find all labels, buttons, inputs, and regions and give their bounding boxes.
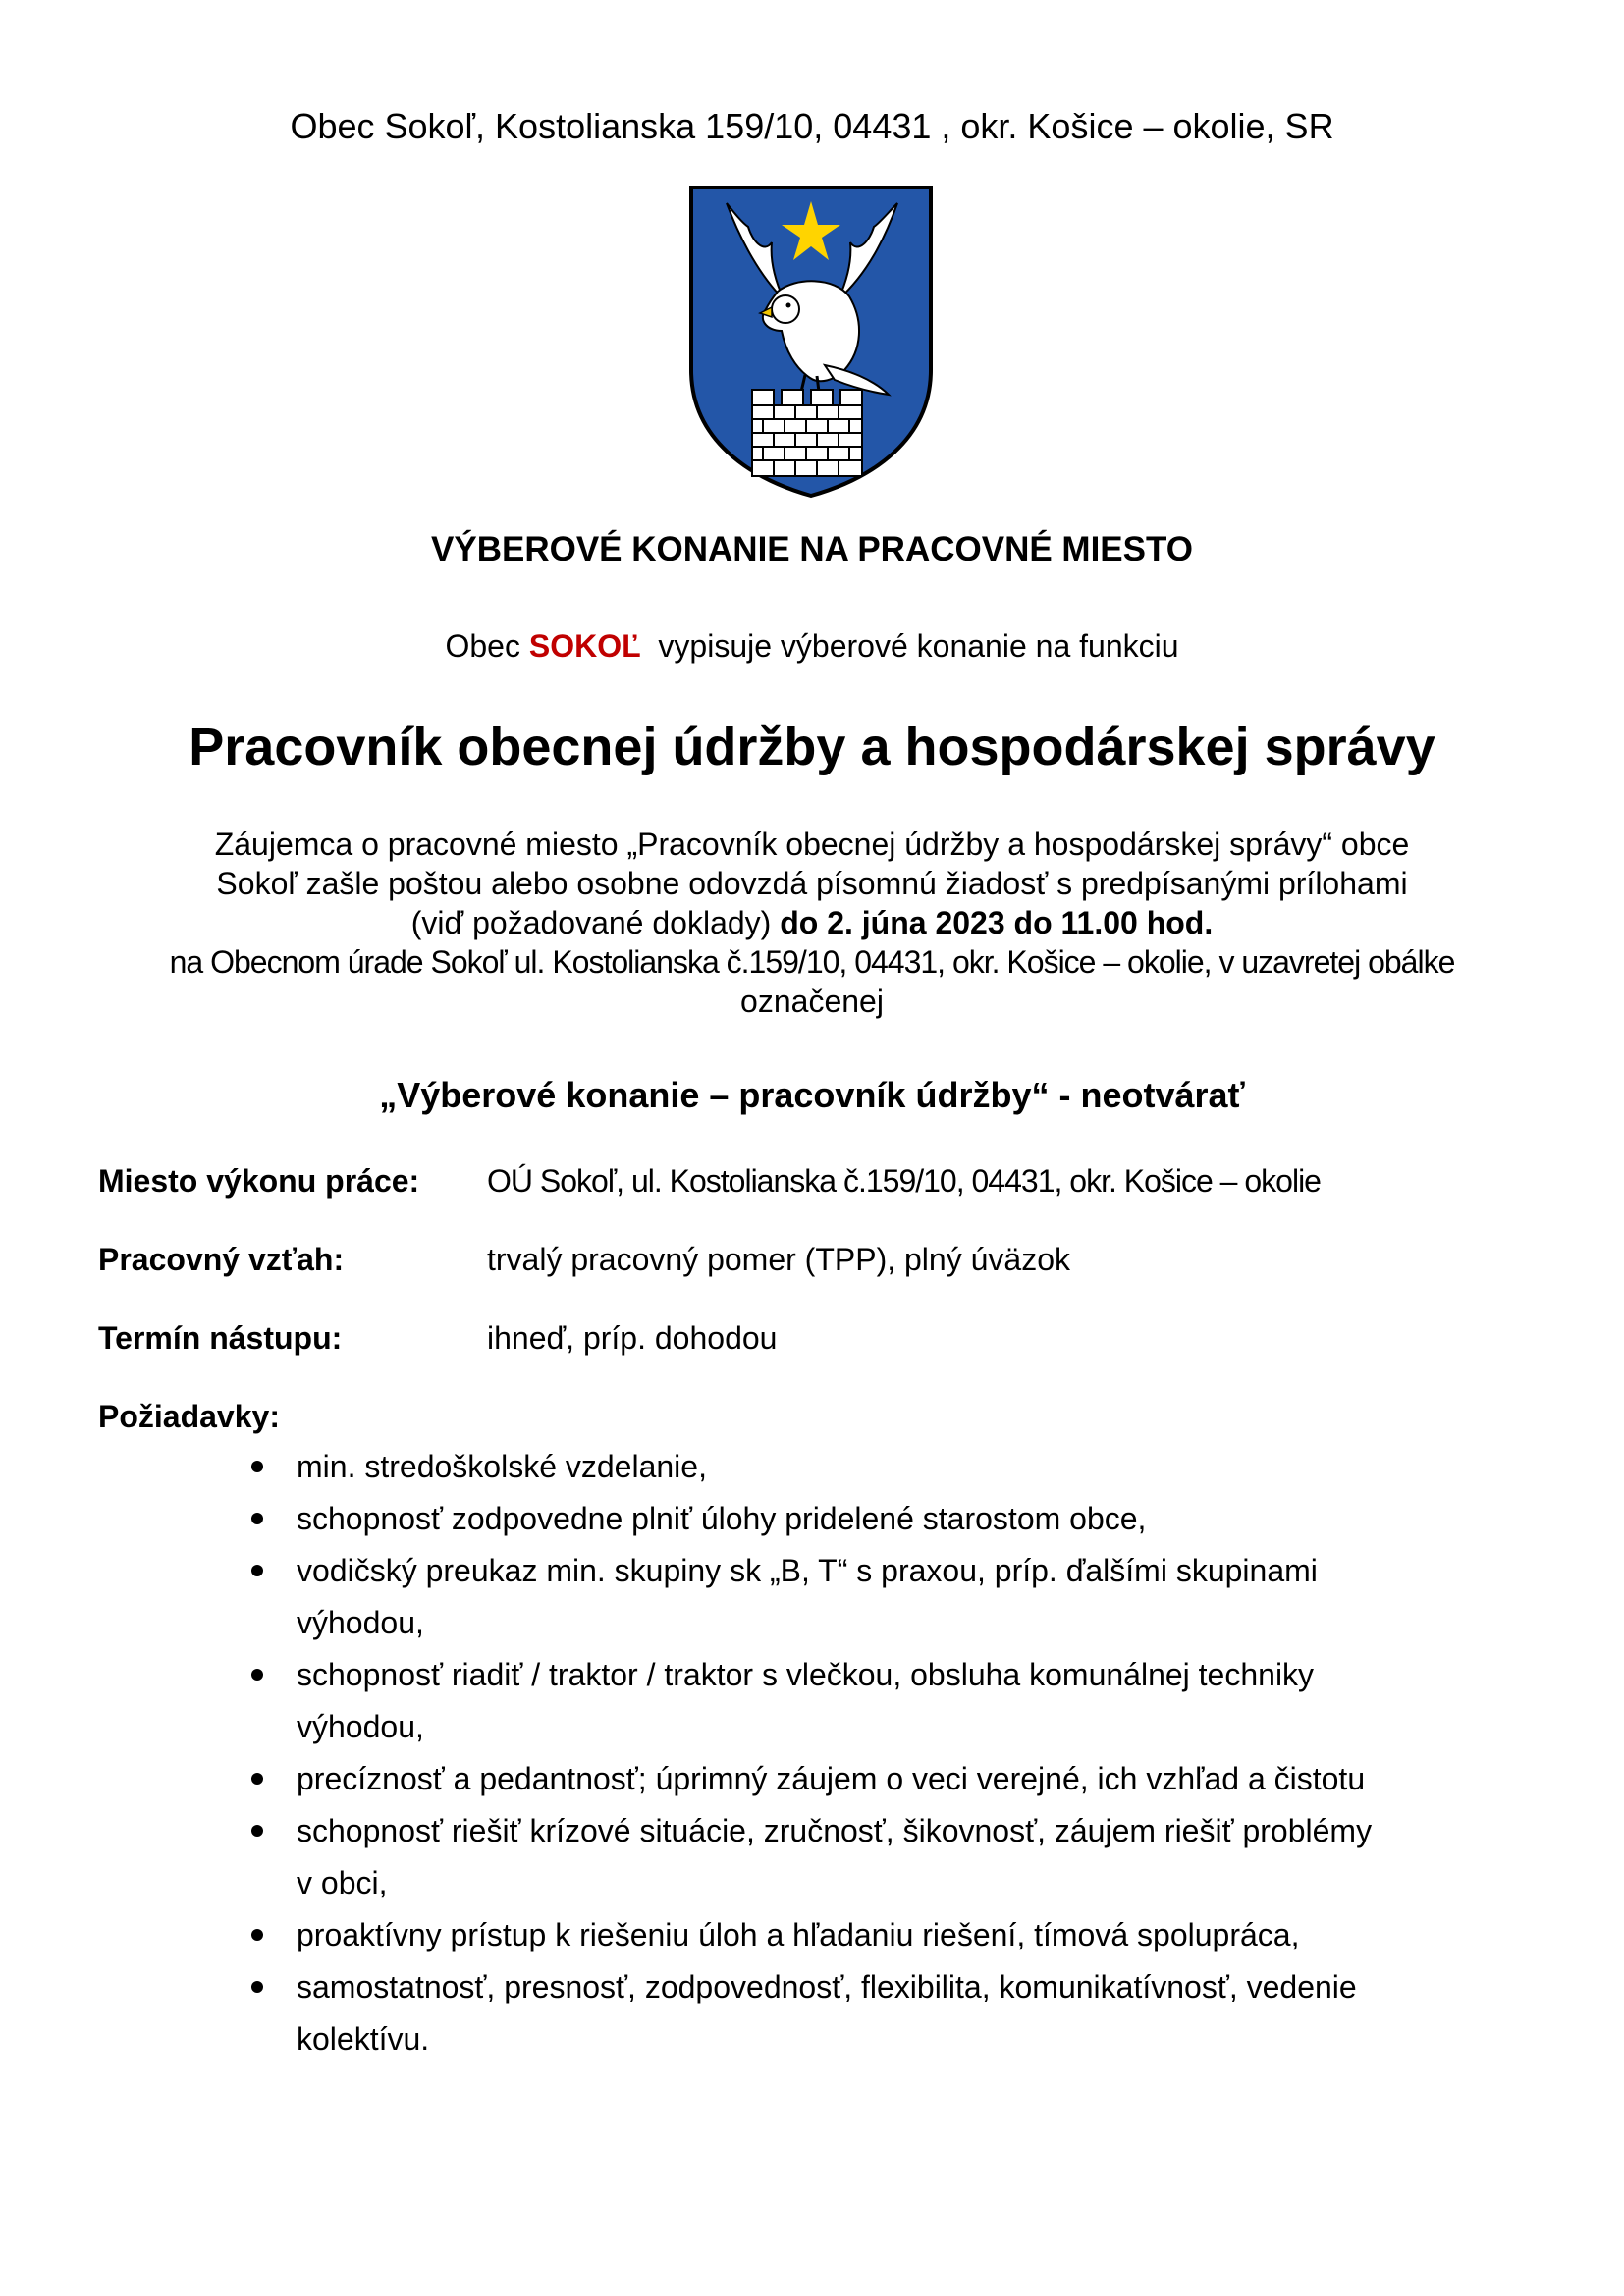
intro-line: na Obecnom úrade Sokoľ ul. Kostolianska č.159/10, 04431, okr. Košice – okolie, v uzavretej obálke	[169, 944, 1455, 980]
intro-paragraph	[98, 825, 1526, 1021]
coat-of-arms-emblem	[687, 184, 935, 500]
bullet-icon	[251, 1669, 263, 1681]
bullet-icon	[251, 1565, 263, 1576]
intro-line: (viď požadované doklady) do 2. júna 2023 do 11.00 hod.	[410, 905, 1214, 940]
list-item: vodičský preukaz min. skupiny sk „B, T“ s praxou, príp. ďalšími skupinami výhodou,	[245, 1545, 1522, 1649]
announcement-prefix: Obec	[445, 628, 529, 664]
requirements-list	[245, 1441, 1522, 2065]
list-item: precíznosť a pedantnosť; úprimný záujem o veci verejné, ich vzhľad a čistotu	[245, 1753, 1522, 1805]
list-item: samostatnosť, presnosť, zodpovednosť, flexibilita, komunikatívnosť, vedenie kolektívu.	[245, 1961, 1522, 2065]
intro-line: označenej	[740, 984, 884, 1019]
announcement-line	[0, 628, 1624, 665]
envelope-marking: „Výberové konanie – pracovník údržby“ - neotvárať	[379, 1075, 1245, 1115]
page-heading: VÝBEROVÉ KONANIE NA PRACOVNÉ MIESTO	[431, 530, 1193, 568]
detail-value: ihneď, príp. dohodou	[487, 1320, 778, 1356]
job-title: Pracovník obecnej údržby a hospodárskej správy	[189, 718, 1435, 776]
bullet-icon	[251, 1981, 263, 1993]
detail-value: trvalý pracovný pomer (TPP), plný úväzok	[487, 1242, 1070, 1277]
bullet-icon	[251, 1825, 263, 1837]
detail-label: Miesto výkonu práce:	[98, 1163, 420, 1199]
municipality-name: SOKOĽ	[528, 628, 641, 664]
detail-label: Termín nástupu:	[98, 1320, 343, 1356]
municipality-address: Obec Sokoľ, Kostolianska 159/10, 04431 , okr. Košice – okolie, SR	[290, 106, 1334, 146]
bird-head	[772, 295, 799, 323]
intro-line: Sokoľ zašle poštou alebo osobne odovzdá písomnú žiadosť s predpísanými prílohami	[216, 866, 1408, 901]
bullet-icon	[251, 1513, 263, 1524]
requirements-title: Požiadavky:	[98, 1399, 280, 1434]
deadline: do 2. júna 2023 do 11.00 hod.	[780, 905, 1214, 940]
bullet-icon	[251, 1929, 263, 1941]
announcement-suffix: vypisuje výberové konanie na funkciu	[640, 628, 1179, 664]
detail-value: OÚ Sokoľ, ul. Kostolianska č.159/10, 04431, okr. Košice – okolie	[487, 1163, 1321, 1199]
list-item: schopnosť zodpovedne plniť úlohy pridelené starostom obce,	[245, 1493, 1522, 1545]
bullet-icon	[251, 1773, 263, 1785]
intro-line: Záujemca o pracovné miesto „Pracovník obecnej údržby a hospodárskej správy“ obce	[214, 827, 1410, 862]
detail-label: Pracovný vzťah:	[98, 1242, 345, 1277]
list-item: schopnosť riadiť / traktor / traktor s vlečkou, obsluha komunálnej techniky výhodou,	[245, 1649, 1522, 1753]
list-item: schopnosť riešiť krízové situácie, zručnosť, šikovnosť, záujem riešiť problémy v obci,	[245, 1805, 1522, 1909]
list-item: proaktívny prístup k riešeniu úloh a hľadaniu riešení, tímová spolupráca,	[245, 1909, 1522, 1961]
list-item: min. stredoškolské vzdelanie,	[245, 1441, 1522, 1493]
bullet-icon	[251, 1461, 263, 1472]
